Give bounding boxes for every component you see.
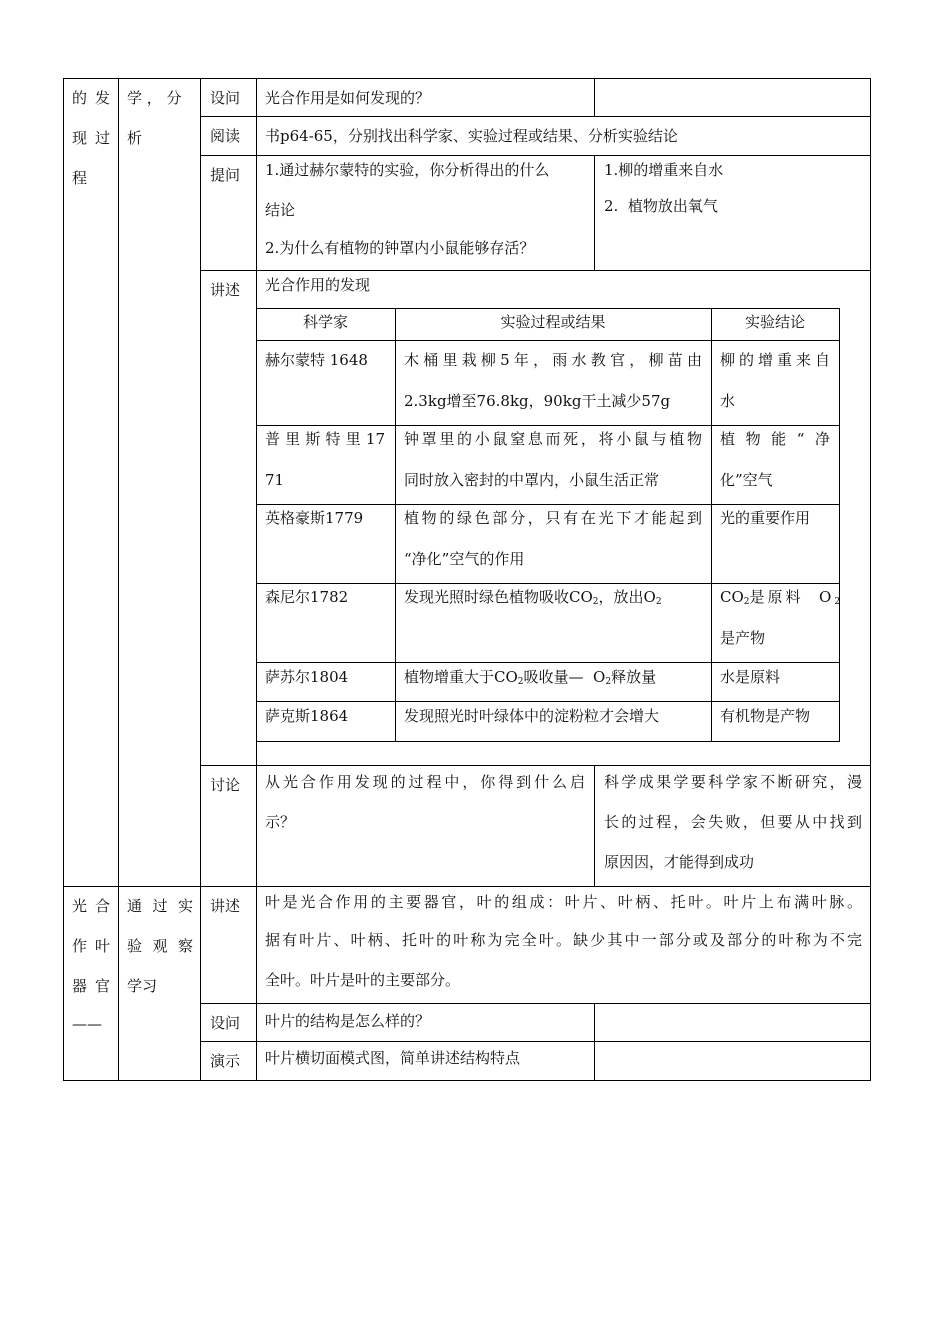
conclusion-cell: 有机物是产物 [720, 707, 811, 725]
method-text: 析 [127, 129, 143, 147]
step-label: 设问 [210, 89, 241, 107]
process-cell: 发现照光时叶绿体中的淀粉粒才会增大 [404, 707, 660, 725]
conclusion-cell: 化”空气 [720, 471, 773, 489]
scientist-cell: 萨克斯1864 [265, 707, 349, 725]
grid-line [594, 78, 595, 117]
conclusion-cell: 植物能“净 [720, 430, 830, 448]
method-text: 学习 [127, 977, 158, 995]
scientist-cell: 萨苏尔1804 [265, 668, 349, 686]
scientist-cell: 英格豪斯1779 [265, 509, 364, 527]
process-cell: 2.3kg增至76.8kg，90kg干土减少57g [404, 392, 671, 410]
answer-line: 1.柳的增重来自水 [604, 161, 724, 179]
grid-line [63, 78, 871, 79]
discussion-line: 从光合作用发现的过程中，你得到什么启 [265, 773, 585, 791]
grid-line [711, 308, 712, 742]
process-cell: 植物增重大于$CO_2$吸收量— $O_2$释放量 [404, 668, 657, 687]
reading-text: 书p64-65，分别找出科学家、实验过程或结果、分析实验结论 [265, 127, 678, 145]
question-line: 1.通过赫尔蒙特的实验，你分析得出的什么 [265, 161, 550, 179]
grid-line [594, 155, 595, 271]
step-label: 讨论 [210, 776, 241, 794]
step-label: 提问 [210, 166, 241, 184]
grid-line [200, 78, 201, 1081]
conclusion-cell: 水 [720, 392, 736, 410]
method-text: 学 ， 分 [127, 89, 182, 107]
grid-line [118, 78, 119, 1081]
conclusion-cell: 光的重要作用 [720, 509, 811, 527]
process-cell: 植物的绿色部分，只有在光下才能起到 [404, 509, 702, 527]
scientist-cell: 赫尔蒙特 1648 [265, 351, 368, 369]
conclusion-cell: $CO_2$是原料 $O_2$ [720, 588, 841, 607]
stage-text: 光合 [72, 897, 110, 915]
scientist-cell: 普里斯特里17 [265, 430, 385, 448]
conclusion-cell: 是产物 [720, 629, 766, 647]
table-header: 科学家 [302, 313, 348, 331]
table-header: 实验结论 [744, 313, 805, 331]
step-label: 讲述 [210, 281, 241, 299]
grid-line [63, 78, 64, 1081]
table-header: 实验过程或结果 [500, 313, 606, 331]
grid-line [256, 78, 257, 1081]
question-line: 结论 [265, 201, 296, 219]
question-text: 叶片的结构是怎么样的？ [265, 1012, 431, 1030]
stage-text: 现过 [72, 129, 110, 147]
conclusion-cell: 水是原料 [720, 668, 781, 686]
grid-line [395, 308, 396, 742]
method-text: 通过实 [127, 897, 193, 915]
process-cell: 同时放入密封的中罩内，小鼠生活正常 [404, 471, 660, 489]
leaf-text-line: 全叶。叶片是叶的主要部分。 [265, 971, 461, 989]
step-label: 演示 [210, 1052, 241, 1070]
step-label: 设问 [210, 1014, 241, 1032]
discussion-answer-line: 长的过程，会失败，但要从中找到 [604, 813, 862, 831]
discussion-line: 示？ [265, 813, 296, 831]
discussion-answer-line: 原因因，才能得到成功 [604, 853, 755, 871]
conclusion-cell: 柳的增重来自 [720, 351, 830, 369]
stage-text: —— [72, 1015, 102, 1033]
leaf-text-line: 据有叶片、叶柄、托叶的叶称为完全叶。缺少其中一部分或及部分的叶称为不完 [265, 931, 862, 949]
stage-text: 器官 [72, 977, 110, 995]
demo-text: 叶片横切面模式图，简单讲述结构特点 [265, 1049, 521, 1067]
grid-line [594, 1003, 595, 1081]
process-cell: 发现光照时绿色植物吸收$CO_2$，放出$O_2$ [404, 588, 662, 607]
grid-line [870, 78, 871, 1081]
stage-text: 程 [72, 169, 88, 187]
scientist-cell: 森尼尔1782 [265, 588, 349, 606]
method-text: 验观察 [127, 937, 193, 955]
grid-line [256, 741, 840, 742]
leaf-text-line: 叶是光合作用的主要器官，叶的组成：叶片、叶柄、托叶。叶片上布满叶脉。 [265, 893, 862, 911]
section-title: 光合作用的发现 [265, 276, 371, 294]
process-cell: 钟罩里的小鼠窒息而死，将小鼠与植物 [404, 430, 702, 448]
question-line: 2.为什么有植物的钟罩内小鼠能够存活？ [265, 239, 535, 257]
stage-text: 作叶 [72, 937, 110, 955]
grid-line [594, 765, 595, 887]
step-label: 讲述 [210, 897, 241, 915]
process-cell: “净化”空气的作用 [404, 550, 525, 568]
grid-line [63, 1080, 871, 1081]
scientist-cell: 71 [265, 471, 285, 489]
answer-line: 2. 植物放出氧气 [604, 197, 718, 215]
stage-text: 的发 [72, 89, 110, 107]
discussion-answer-line: 科学成果学要科学家不断研究，漫 [604, 773, 862, 791]
process-cell: 木桶里栽柳5年，雨水教官，柳苗由 [404, 351, 702, 369]
question-text: 光合作用是如何发现的？ [265, 89, 431, 107]
grid-line [839, 308, 840, 742]
step-label: 阅读 [210, 127, 241, 145]
